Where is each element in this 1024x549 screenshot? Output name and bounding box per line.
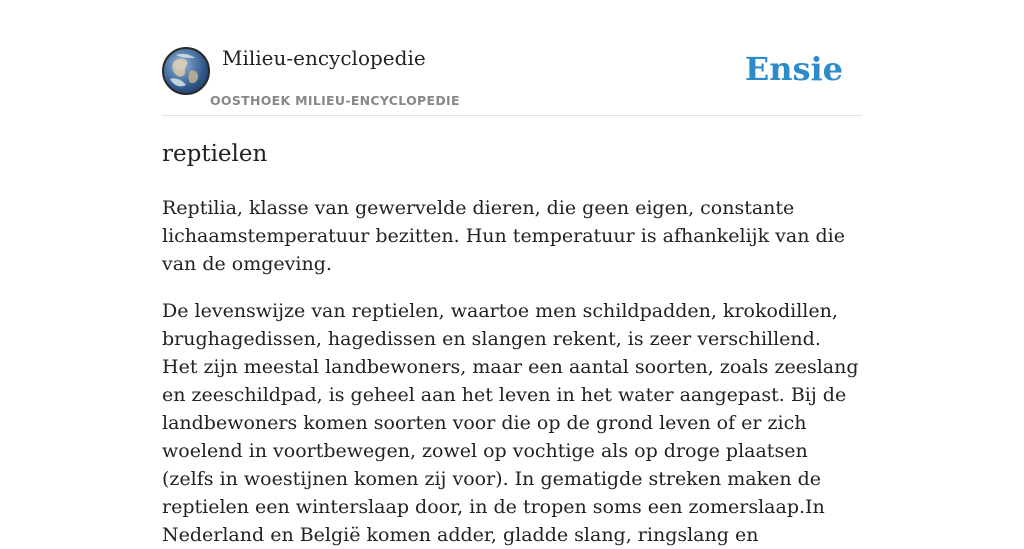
site-subtitle: OOSTHOEK MILIEU-ENCYCLOPEDIE <box>210 93 460 108</box>
earth-globe-graphic <box>164 49 208 93</box>
ensie-logo-link[interactable]: Ensie <box>744 50 843 88</box>
content-column <box>162 0 862 549</box>
article-paragraph-2: De levenswijze van reptielen, waartoe men schildpadden, krokodillen, brughagedissen, hagedissen en slangen rekent, is zeer verschillend. Het zijn meestal landbewoners, maar een aantal soorten, zoals zeeslang en zeeschildpad, is geheel aan het leven in het water aangepast. Bij de landbewoners komen soorten voor die op de grond leven of er zich woelend in voortbewegen, zowel op vochtige als op droge plaatsen (zelfs in woestijnen komen zij voor). In gematigde streken maken de reptielen een winterslaap door, in de tropen soms een zomerslaap.In Nederland en België komen adder, gladde slang, ringslang en <box>162 300 859 546</box>
earth-globe-icon[interactable] <box>162 47 210 95</box>
page-title: reptielen <box>162 141 268 167</box>
site-header <box>162 0 862 116</box>
site-name-link[interactable]: Milieu-encyclopedie <box>222 46 426 70</box>
article <box>162 138 862 549</box>
article-paragraph-1: Reptilia, klasse van gewervelde dieren, die geen eigen, constante lichaamstemperatuur bezitten. Hun temperatuur is afhankelijk van die van de omgeving. <box>162 197 845 275</box>
